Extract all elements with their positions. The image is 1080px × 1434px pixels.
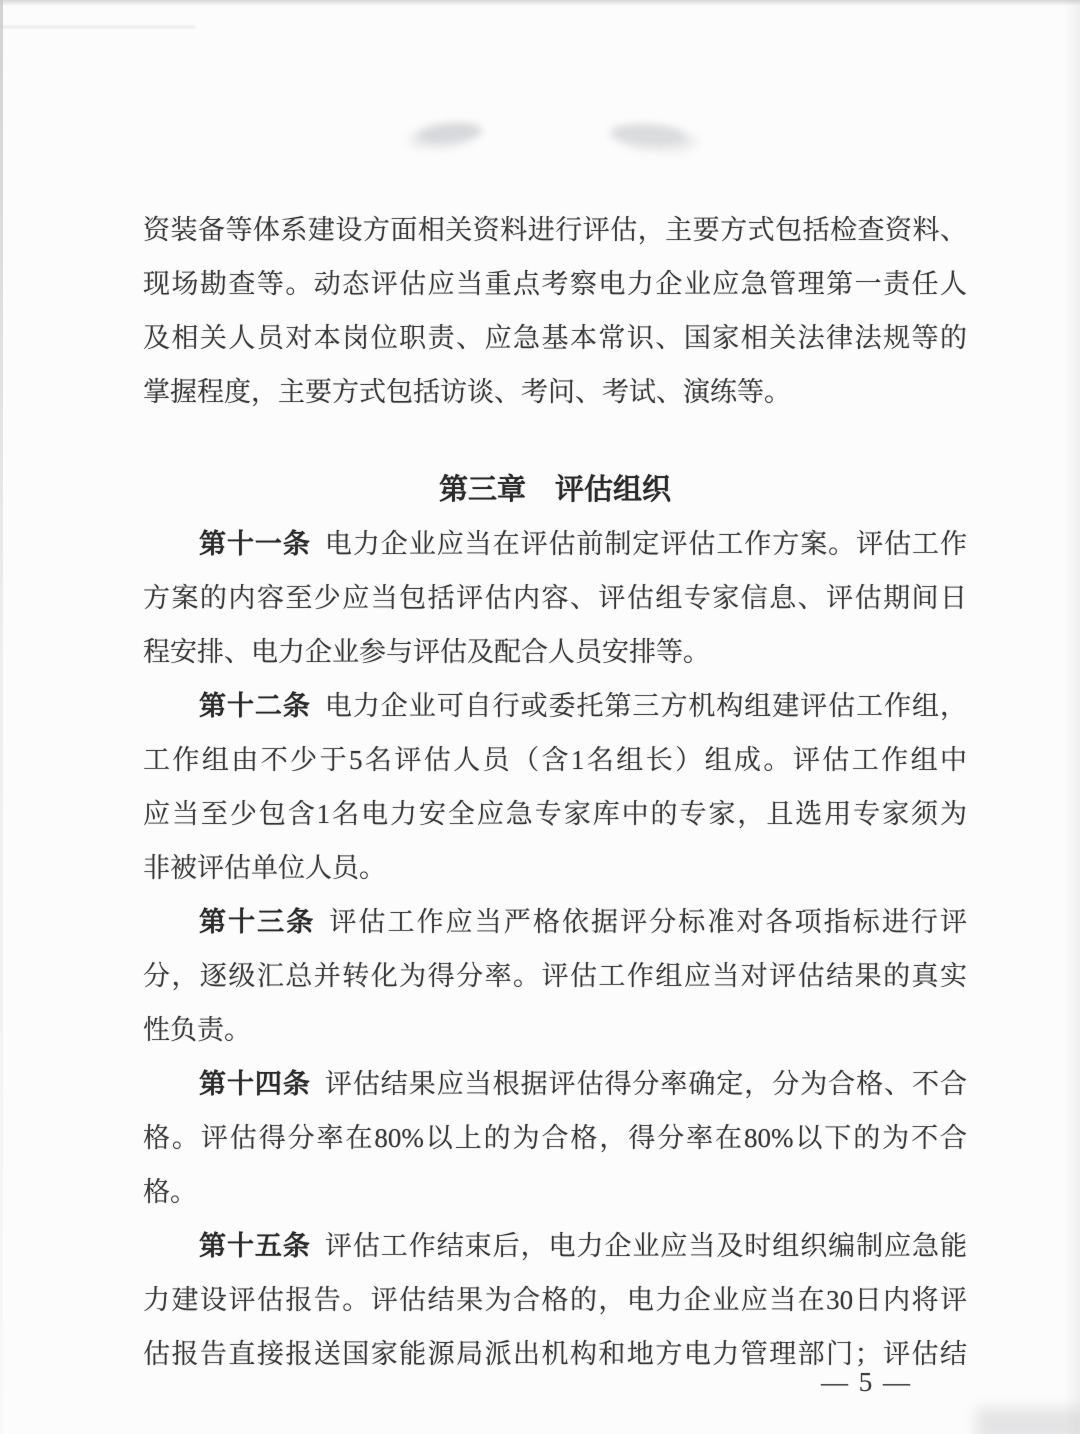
text-line: 及相关人员对本岗位职责、应急基本常识、国家相关法律法规等的 xyxy=(143,323,967,353)
article-first-line-text: 电力企业应当在评估前制定评估工作方案。评估工作 xyxy=(324,529,967,559)
article-paragraph-15 xyxy=(143,1219,967,1381)
scan-edge-left xyxy=(0,0,3,1434)
text-line: 现场勘查等。动态评估应当重点考察电力企业应急管理第一责任人 xyxy=(143,269,967,299)
text-line: 资装备等体系建设方面相关资料进行评估，主要方式包括检查资料、 xyxy=(143,215,967,245)
article-label: 第十三条 xyxy=(199,907,316,937)
article-paragraph-12 xyxy=(143,679,967,895)
chapter-heading: 第三章 评估组织 xyxy=(438,474,671,506)
scan-corner-shadow xyxy=(976,1408,1080,1434)
text-line: 程安排、电力企业参与评估及配合人员安排等。 xyxy=(143,637,710,667)
document-body xyxy=(143,203,967,1381)
article-label: 第十五条 xyxy=(199,1231,311,1261)
text-line: 工作组由不少于5名评估人员（含1名组长）组成。评估工作组中 xyxy=(143,745,967,775)
article-label: 第十二条 xyxy=(199,691,311,721)
article-first-line-text: 电力企业可自行或委托第三方机构组建评估工作组， xyxy=(324,691,967,721)
text-line xyxy=(143,895,967,949)
text-line xyxy=(143,679,967,733)
text-line: 非被评估单位人员。 xyxy=(143,853,386,883)
text-line: 方案的内容至少应当包括评估内容、评估组专家信息、评估期间日 xyxy=(143,583,967,613)
text-line: 分，逐级汇总并转化为得分率。评估工作组应当对评估结果的真实 xyxy=(143,961,967,991)
text-line xyxy=(143,517,967,571)
article-paragraph-14 xyxy=(143,1057,967,1219)
scan-fold-line xyxy=(0,26,195,28)
article-paragraph-11 xyxy=(143,517,967,679)
scan-edge-top xyxy=(0,0,1080,6)
article-label: 第十四条 xyxy=(199,1069,311,1099)
bleedthrough-mark xyxy=(417,120,482,146)
text-line xyxy=(143,1219,967,1273)
text-line: 掌握程度，主要方式包括访谈、考问、考试、演练等。 xyxy=(143,377,791,407)
text-line: 估报告直接报送国家能源局派出机构和地方电力管理部门；评估结 xyxy=(143,1339,967,1369)
article-first-line-text: 评估结果应当根据评估得分率确定，分为合格、不合 xyxy=(324,1069,967,1099)
article-label: 第十一条 xyxy=(199,529,311,559)
article-first-line-text: 评估工作应当严格依据评分标准对各项指标进行评 xyxy=(329,907,967,937)
article-paragraph-13 xyxy=(143,895,967,1057)
text-line: 应当至少包含1名电力安全应急专家库中的专家，且选用专家须为 xyxy=(143,799,967,829)
bleedthrough-mark xyxy=(609,122,686,148)
intro-paragraph xyxy=(143,203,967,419)
page-number: — 5 — xyxy=(821,1367,912,1397)
text-line: 力建设评估报告。评估结果为合格的，电力企业应当在30日内将评 xyxy=(143,1285,967,1315)
article-first-line-text: 评估工作结束后，电力企业应当及时组织编制应急能 xyxy=(324,1231,967,1261)
text-line: 格。评估得分率在80%以上的为合格，得分率在80%以下的为不合 xyxy=(143,1123,967,1153)
text-line: 格。 xyxy=(143,1177,197,1207)
text-line xyxy=(143,1057,967,1111)
scan-edge-right xyxy=(1064,0,1080,1434)
text-line: 性负责。 xyxy=(143,1015,251,1045)
